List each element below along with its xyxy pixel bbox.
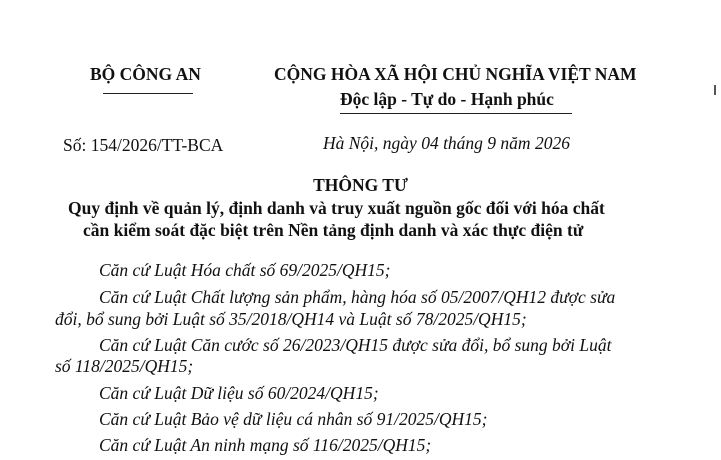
document-subject-line-2: cần kiểm soát đặc biệt trên Nền tảng định danh và xác thực điện tử (83, 220, 584, 240)
motto-underline (340, 113, 572, 114)
issuing-agency: BỘ CÔNG AN (90, 64, 201, 84)
scan-edge-mark (714, 85, 716, 95)
legal-basis-2-line-1: Căn cứ Luật Chất lượng sản phẩm, hàng hóa số 05/2007/QH12 được sửa (99, 287, 616, 307)
legal-basis-6: Căn cứ Luật An ninh mạng số 116/2025/QH15; (99, 435, 432, 455)
national-motto: Độc lập - Tự do - Hạnh phúc (340, 89, 554, 109)
legal-basis-3-line-1: Căn cứ Luật Căn cước số 26/2023/QH15 được sửa đổi, bổ sung bởi Luật (99, 335, 612, 355)
document-subject-line-1: Quy định về quản lý, định danh và truy xuất nguồn gốc đối với hóa chất (68, 198, 605, 218)
legal-basis-3-line-2: số 118/2025/QH15; (55, 356, 194, 376)
legal-basis-4: Căn cứ Luật Dữ liệu số 60/2024/QH15; (99, 383, 379, 403)
document-number: Số: 154/2026/TT-BCA (63, 135, 224, 155)
place-and-date: Hà Nội, ngày 04 tháng 9 năm 2026 (323, 133, 570, 153)
agency-underline (103, 93, 193, 94)
national-title: CỘNG HÒA XÃ HỘI CHỦ NGHĨA VIỆT NAM (274, 64, 637, 84)
document-type: THÔNG TƯ (313, 175, 408, 195)
legal-basis-5: Căn cứ Luật Bảo vệ dữ liệu cá nhân số 91/2025/QH15; (99, 409, 488, 429)
legal-basis-1: Căn cứ Luật Hóa chất số 69/2025/QH15; (99, 260, 391, 280)
legal-basis-2-line-2: đổi, bổ sung bởi Luật số 35/2018/QH14 và Luật số 78/2025/QH15; (55, 309, 527, 329)
